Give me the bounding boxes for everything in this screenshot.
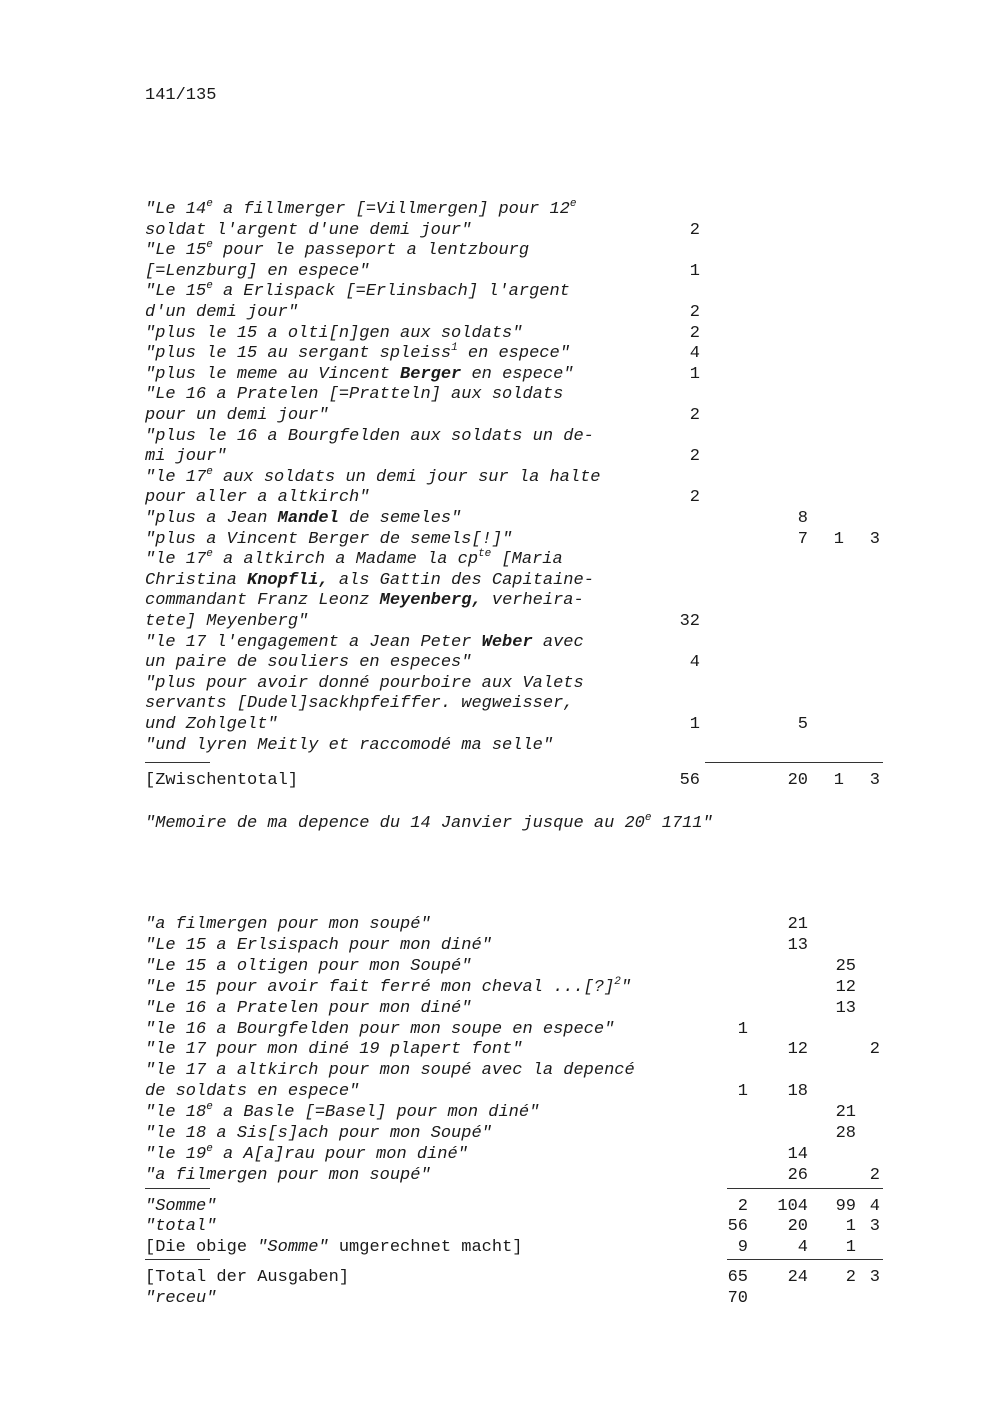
ledger-row xyxy=(0,384,1000,405)
amount-d3: 21 xyxy=(835,1103,856,1123)
total-row xyxy=(0,1288,1000,1309)
ledger-row xyxy=(0,220,1000,241)
ledger-row xyxy=(0,364,1000,385)
entry-text: "a filmergen pour mon soupé" xyxy=(145,1165,431,1185)
entry-text: "le 17 a altkirch pour mon soupé avec la depencé xyxy=(145,1061,635,1081)
somme-rule xyxy=(727,1188,883,1189)
ledger-row xyxy=(0,714,1000,735)
ledger-row xyxy=(0,446,1000,467)
ledger-row xyxy=(0,1019,1000,1040)
ledger-row xyxy=(0,935,1000,956)
total-d1: 70 xyxy=(727,1289,748,1308)
entry-text: "plus le 15 au sergant spleiss$^1$ en espece" xyxy=(145,342,570,364)
total-d2: 104 xyxy=(777,1197,808,1216)
amount-c1: 1 xyxy=(689,364,700,384)
amount-d3: 13 xyxy=(835,998,856,1018)
ledger-row xyxy=(0,1060,1000,1081)
amount-c1: 32 xyxy=(679,612,700,631)
total-d1: 2 xyxy=(737,1197,748,1216)
entry-text: de soldats en espece" xyxy=(145,1082,360,1102)
entry-text: "und lyren Meitly et raccomodé ma selle" xyxy=(145,735,554,755)
total-row xyxy=(0,1237,1000,1258)
entry-text: [Total der Ausgaben] xyxy=(145,1268,350,1287)
amount-d4: 2 xyxy=(869,1165,880,1185)
entry-text: "a filmergen pour mon soupé" xyxy=(145,915,431,934)
amount-c1: 2 xyxy=(689,323,700,343)
amount-c1: 2 xyxy=(689,488,700,508)
entry-text: "le 17 pour mon diné 19 plapert font" xyxy=(145,1040,523,1060)
entry-text: "le 17e aux soldats un demi jour sur la halte xyxy=(145,465,601,487)
total-d3: 2 xyxy=(845,1268,856,1287)
ledger-row xyxy=(0,1165,1000,1186)
total-d4: 3 xyxy=(869,1268,880,1287)
ledger-row xyxy=(0,1102,1000,1123)
entry-text: [Die obige "Somme" umgerechnet macht] xyxy=(145,1238,523,1257)
entry-text: "Le 15 a Erlsispach pour mon diné" xyxy=(145,935,492,955)
total-d2: 24 xyxy=(787,1268,808,1287)
amount-d1: 1 xyxy=(737,1019,748,1039)
subtotal-c4: 3 xyxy=(869,771,880,790)
subtotal-line xyxy=(0,770,1000,791)
entry-text: "le 19e a A[a]rau pour mon diné" xyxy=(145,1142,468,1164)
amount-c1: 4 xyxy=(689,344,700,364)
entry-text: "receu" xyxy=(145,1289,217,1308)
ledger-row xyxy=(0,467,1000,488)
label-rule-0 xyxy=(145,762,210,763)
entry-text: "le 18e a Basle [=Basel] pour mon diné" xyxy=(145,1101,540,1123)
ledger-row xyxy=(0,240,1000,261)
amount-c3: 1 xyxy=(833,529,844,549)
page-number: 141/135 xyxy=(145,86,217,105)
subtotal-c1: 56 xyxy=(679,771,700,790)
entry-text: "Le 14e a fillmerger [=Villmergen] pour 12e xyxy=(145,198,577,219)
amount-d3: 12 xyxy=(835,977,856,997)
entry-text: "Le 15 pour avoir fait ferré mon cheval ...[?]$^2$" xyxy=(145,975,632,997)
entry-text: "plus a Jean Mandel de semeles" xyxy=(145,509,462,528)
ledger-row xyxy=(0,998,1000,1019)
amount-c1: 2 xyxy=(689,220,700,240)
ledger-row xyxy=(0,343,1000,364)
label-rule-1 xyxy=(145,1188,210,1189)
ledger-row xyxy=(0,281,1000,302)
ledger-row xyxy=(0,1039,1000,1060)
entry-text: "plus a Vincent Berger de semels[!]" xyxy=(145,529,513,549)
amount-d4: 2 xyxy=(869,1040,880,1060)
amount-d1: 1 xyxy=(737,1082,748,1102)
ledger-row xyxy=(0,487,1000,508)
amount-c2: 8 xyxy=(797,509,808,528)
ledger-row xyxy=(0,426,1000,447)
entry-text: commandant Franz Leonz Meyenberg, verheira- xyxy=(145,591,584,611)
entry-text: [=Lenzburg] en espece" xyxy=(145,261,370,281)
entry-text: "le 18 a Sis[s]ach pour mon Soupé" xyxy=(145,1124,492,1143)
amount-d2: 13 xyxy=(787,935,808,955)
ledger-row xyxy=(0,1144,1000,1165)
total-d2: 20 xyxy=(787,1217,808,1236)
total-row xyxy=(0,1267,1000,1288)
entry-text: pour un demi jour" xyxy=(145,406,329,425)
entry-text: "Le 16 a Pratelen pour mon diné" xyxy=(145,998,472,1018)
entry-text: "Le 15 a oltigen pour mon Soupé" xyxy=(145,956,472,976)
entry-text: d'un demi jour" xyxy=(145,303,299,322)
total-d4: 3 xyxy=(869,1217,880,1236)
amount-c2: 7 xyxy=(797,529,808,549)
entry-text: "le 16 a Bourgfelden pour mon soupe en espece" xyxy=(145,1019,615,1039)
ledger-row xyxy=(0,632,1000,653)
entry-text: "Le 16 a Pratelen [=Pratteln] aux soldats xyxy=(145,385,564,405)
ledger-row xyxy=(0,529,1000,550)
amount-c1: 2 xyxy=(689,406,700,425)
entry-text: soldat l'argent d'une demi jour" xyxy=(145,220,472,240)
entry-text: pour aller a altkirch" xyxy=(145,488,370,508)
entry-text: "le 17 l'engagement a Jean Peter Weber avec xyxy=(145,632,584,652)
entry-text: "plus pour avoir donné pourboire aux Valets xyxy=(145,673,584,693)
entry-text: "le 17e a altkirch a Madame la $cp^{te}$ [Maria xyxy=(145,548,563,570)
amount-c4: 3 xyxy=(869,529,880,549)
total-d3: 1 xyxy=(845,1217,856,1236)
memoire-heading: "Memoire de ma depence du 14 Janvier jusque au 20e 1711" xyxy=(145,812,713,833)
ledger-row xyxy=(0,549,1000,570)
entry-text: "plus le 15 a olti[n]gen aux soldats" xyxy=(145,323,523,343)
total-d4: 4 xyxy=(869,1197,880,1216)
amount-c1: 1 xyxy=(689,261,700,281)
amount-c1: 2 xyxy=(689,303,700,322)
amount-d3: 25 xyxy=(835,956,856,976)
entry-text: mi jour" xyxy=(145,447,227,467)
ledger-row xyxy=(0,1081,1000,1102)
amount-d2: 14 xyxy=(787,1144,808,1164)
total-d2: 4 xyxy=(797,1238,808,1257)
total-rule xyxy=(727,1259,883,1260)
ledger-row xyxy=(0,735,1000,756)
subtotal-c2: 20 xyxy=(787,771,808,790)
ledger-row xyxy=(0,956,1000,977)
ledger-row xyxy=(0,590,1000,611)
ledger-row xyxy=(0,508,1000,529)
ledger-row xyxy=(0,199,1000,220)
ledger-row xyxy=(0,693,1000,714)
entry-text: "total" xyxy=(145,1217,217,1236)
ledger-row xyxy=(0,261,1000,282)
ledger-row xyxy=(0,652,1000,673)
total-d1: 9 xyxy=(737,1238,748,1257)
total-d3: 99 xyxy=(835,1197,856,1216)
entry-text: Christina Knopfli, als Gattin des Capitaine- xyxy=(145,570,594,590)
ledger-row xyxy=(0,405,1000,426)
ledger-row xyxy=(0,1123,1000,1144)
ledger-row xyxy=(0,323,1000,344)
amount-c1: 4 xyxy=(689,653,700,673)
entry-text: tete] Meyenberg" xyxy=(145,612,309,631)
entry-text: "Somme" xyxy=(145,1197,217,1216)
total-row xyxy=(0,1216,1000,1237)
ledger-row xyxy=(0,977,1000,998)
total-row xyxy=(0,1196,1000,1217)
entry-text: "Le 15e a Erlispack [=Erlinsbach] l'argent xyxy=(145,280,570,302)
subtotal-c3: 1 xyxy=(833,771,844,790)
amount-c2: 5 xyxy=(797,715,808,734)
total-d1: 56 xyxy=(727,1217,748,1236)
amount-c1: 2 xyxy=(689,447,700,467)
entry-text: "plus le 16 a Bourgfelden aux soldats un de- xyxy=(145,426,594,446)
label-rule-2 xyxy=(145,1259,210,1260)
amount-d2: 26 xyxy=(787,1165,808,1185)
ledger-row xyxy=(0,673,1000,694)
entry-text: un paire de souliers en especes" xyxy=(145,653,472,673)
entry-text: "Le 15e pour le passeport a lentzbourg xyxy=(145,239,530,261)
amount-d2: 21 xyxy=(787,915,808,934)
total-d1: 65 xyxy=(727,1268,748,1287)
entry-text: und Zohlgelt" xyxy=(145,715,278,734)
amount-c1: 1 xyxy=(689,715,700,734)
subtotal-label: [Zwischentotal] xyxy=(145,771,299,790)
ledger-row xyxy=(0,914,1000,935)
entry-text: "plus le meme au Vincent Berger en espece" xyxy=(145,364,574,384)
amount-d3: 28 xyxy=(835,1124,856,1143)
total-d3: 1 xyxy=(845,1238,856,1257)
entry-text: servants [Dudel]sackhpfeiffer. wegweisser, xyxy=(145,694,574,714)
subtotal-rule xyxy=(705,762,883,763)
ledger-row xyxy=(0,302,1000,323)
amount-d2: 12 xyxy=(787,1040,808,1060)
ledger-row xyxy=(0,611,1000,632)
ledger-row xyxy=(0,570,1000,591)
amount-d2: 18 xyxy=(787,1082,808,1102)
